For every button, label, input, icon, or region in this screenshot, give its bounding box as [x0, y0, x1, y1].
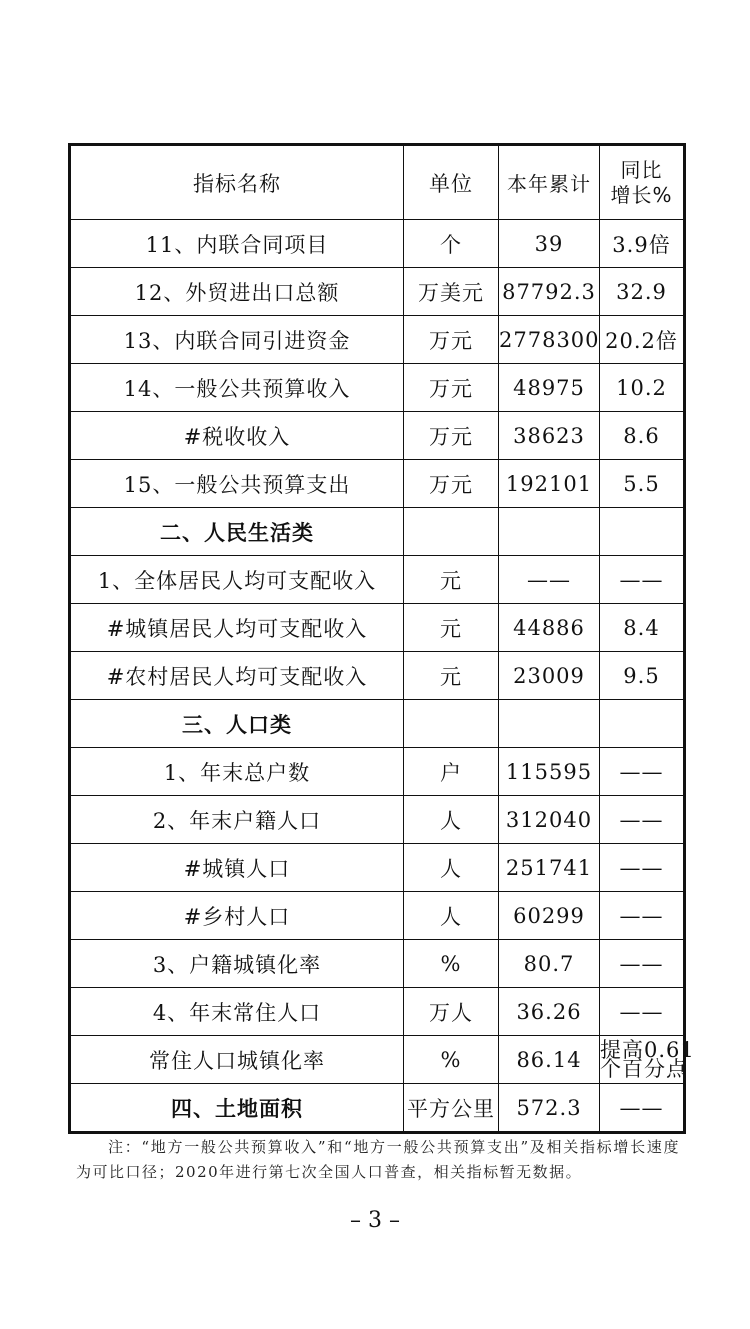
table-row [70, 988, 685, 1036]
row-name: 15、一般公共预算支出 [70, 460, 404, 508]
row-name: #城镇人口 [70, 844, 404, 892]
row-unit: 个 [404, 220, 499, 268]
row-unit: 人 [404, 796, 499, 844]
row-ytd: 86.14 [499, 1036, 600, 1084]
row-ytd: 36.26 [499, 988, 600, 1036]
row-name: 13、内联合同引进资金 [70, 316, 404, 364]
row-name: 12、外贸进出口总额 [70, 268, 404, 316]
section-title: 四、土地面积 [70, 1084, 404, 1133]
table-row [70, 1036, 685, 1084]
row-unit: 元 [404, 556, 499, 604]
statistics-table [68, 143, 695, 1134]
row-ytd: 115595 [499, 748, 600, 796]
header-indicator-name: 指标名称 [70, 145, 404, 220]
row-ytd: 44886 [499, 604, 600, 652]
row-ytd: 87792.3 [499, 268, 600, 316]
row-yoy: 10.2 [600, 364, 685, 412]
row-yoy: 8.6 [600, 412, 685, 460]
table-header-row [70, 145, 685, 220]
table-row [70, 316, 685, 364]
row-name: 4、年末常住人口 [70, 988, 404, 1036]
table-row [70, 412, 685, 460]
row-name: 11、内联合同项目 [70, 220, 404, 268]
table-row [70, 604, 685, 652]
row-unit: 万元 [404, 364, 499, 412]
row-unit: 万元 [404, 316, 499, 364]
row-yoy: —— [600, 844, 685, 892]
row-yoy: —— [600, 988, 685, 1036]
row-yoy: 8.4 [600, 604, 685, 652]
row-unit: 人 [404, 892, 499, 940]
table-row [70, 796, 685, 844]
row-ytd: 23009 [499, 652, 600, 700]
table-row [70, 844, 685, 892]
row-unit: % [404, 1036, 499, 1084]
row-ytd: 251741 [499, 844, 600, 892]
row-yoy: —— [600, 796, 685, 844]
row-yoy: 32.9 [600, 268, 685, 316]
section-title: 二、人民生活类 [70, 508, 404, 556]
row-unit: 元 [404, 604, 499, 652]
table-row [70, 892, 685, 940]
table-row [70, 940, 685, 988]
table-row [70, 748, 685, 796]
row-yoy: —— [600, 556, 685, 604]
row-name: #税收收入 [70, 412, 404, 460]
row-ytd: 312040 [499, 796, 600, 844]
row-ytd: 80.7 [499, 940, 600, 988]
row-name: 14、一般公共预算收入 [70, 364, 404, 412]
row-ytd: 60299 [499, 892, 600, 940]
row-ytd: 572.3 [499, 1084, 600, 1133]
section-title: 三、人口类 [70, 700, 404, 748]
header-ytd: 本年累计 [499, 145, 600, 220]
row-name: #城镇居民人均可支配收入 [70, 604, 404, 652]
row-yoy: 3.9倍 [600, 220, 685, 268]
row-ytd: 38623 [499, 412, 600, 460]
row-unit: 人 [404, 844, 499, 892]
table-row [70, 220, 685, 268]
table-row [70, 268, 685, 316]
row-name: 1、全体居民人均可支配收入 [70, 556, 404, 604]
row-unit: 万美元 [404, 268, 499, 316]
row-unit: % [404, 940, 499, 988]
row-name: #农村居民人均可支配收入 [70, 652, 404, 700]
row-ytd: 48975 [499, 364, 600, 412]
row-unit: 万元 [404, 460, 499, 508]
header-yoy-line1: 同比 [620, 157, 663, 182]
page-number: – 3 – [350, 1208, 400, 1233]
row-name: 3、户籍城镇化率 [70, 940, 404, 988]
header-yoy-growth [600, 145, 685, 220]
row-unit: 元 [404, 652, 499, 700]
row-yoy-line1: 提高0.61 [600, 1037, 695, 1062]
table-row [70, 652, 685, 700]
row-unit: 万元 [404, 412, 499, 460]
row-yoy: —— [600, 940, 685, 988]
table-row [70, 460, 685, 508]
row-yoy [600, 1036, 695, 1084]
section-row [70, 508, 685, 556]
footnote: 注：“地方一般公共预算收入”和“地方一般公共预算支出”及相关指标增长速度为可比口径；2020年进行第七次全国人口普查，相关指标暂无数据。 [76, 1138, 680, 1181]
row-unit: 万人 [404, 988, 499, 1036]
header-yoy-line2: 增长% [610, 182, 673, 207]
row-ytd: 39 [499, 220, 600, 268]
table-row [70, 364, 685, 412]
row-name: 常住人口城镇化率 [70, 1036, 404, 1084]
section-row [70, 1084, 685, 1133]
row-yoy: —— [600, 748, 685, 796]
row-name: 1、年末总户数 [70, 748, 404, 796]
row-name: #乡村人口 [70, 892, 404, 940]
row-yoy: 9.5 [600, 652, 685, 700]
row-unit: 平方公里 [404, 1084, 499, 1133]
row-unit: 户 [404, 748, 499, 796]
row-yoy: —— [600, 1084, 685, 1133]
row-yoy: —— [600, 892, 685, 940]
row-yoy-line2: 个百分点 [600, 1056, 688, 1081]
section-row [70, 700, 685, 748]
table-row [70, 556, 685, 604]
row-yoy: 20.2倍 [600, 316, 685, 364]
row-name: 2、年末户籍人口 [70, 796, 404, 844]
row-yoy: 5.5 [600, 460, 685, 508]
row-ytd: —— [499, 556, 600, 604]
row-ytd: 192101 [499, 460, 600, 508]
header-unit: 单位 [404, 145, 499, 220]
row-ytd: 2778300 [499, 316, 600, 364]
